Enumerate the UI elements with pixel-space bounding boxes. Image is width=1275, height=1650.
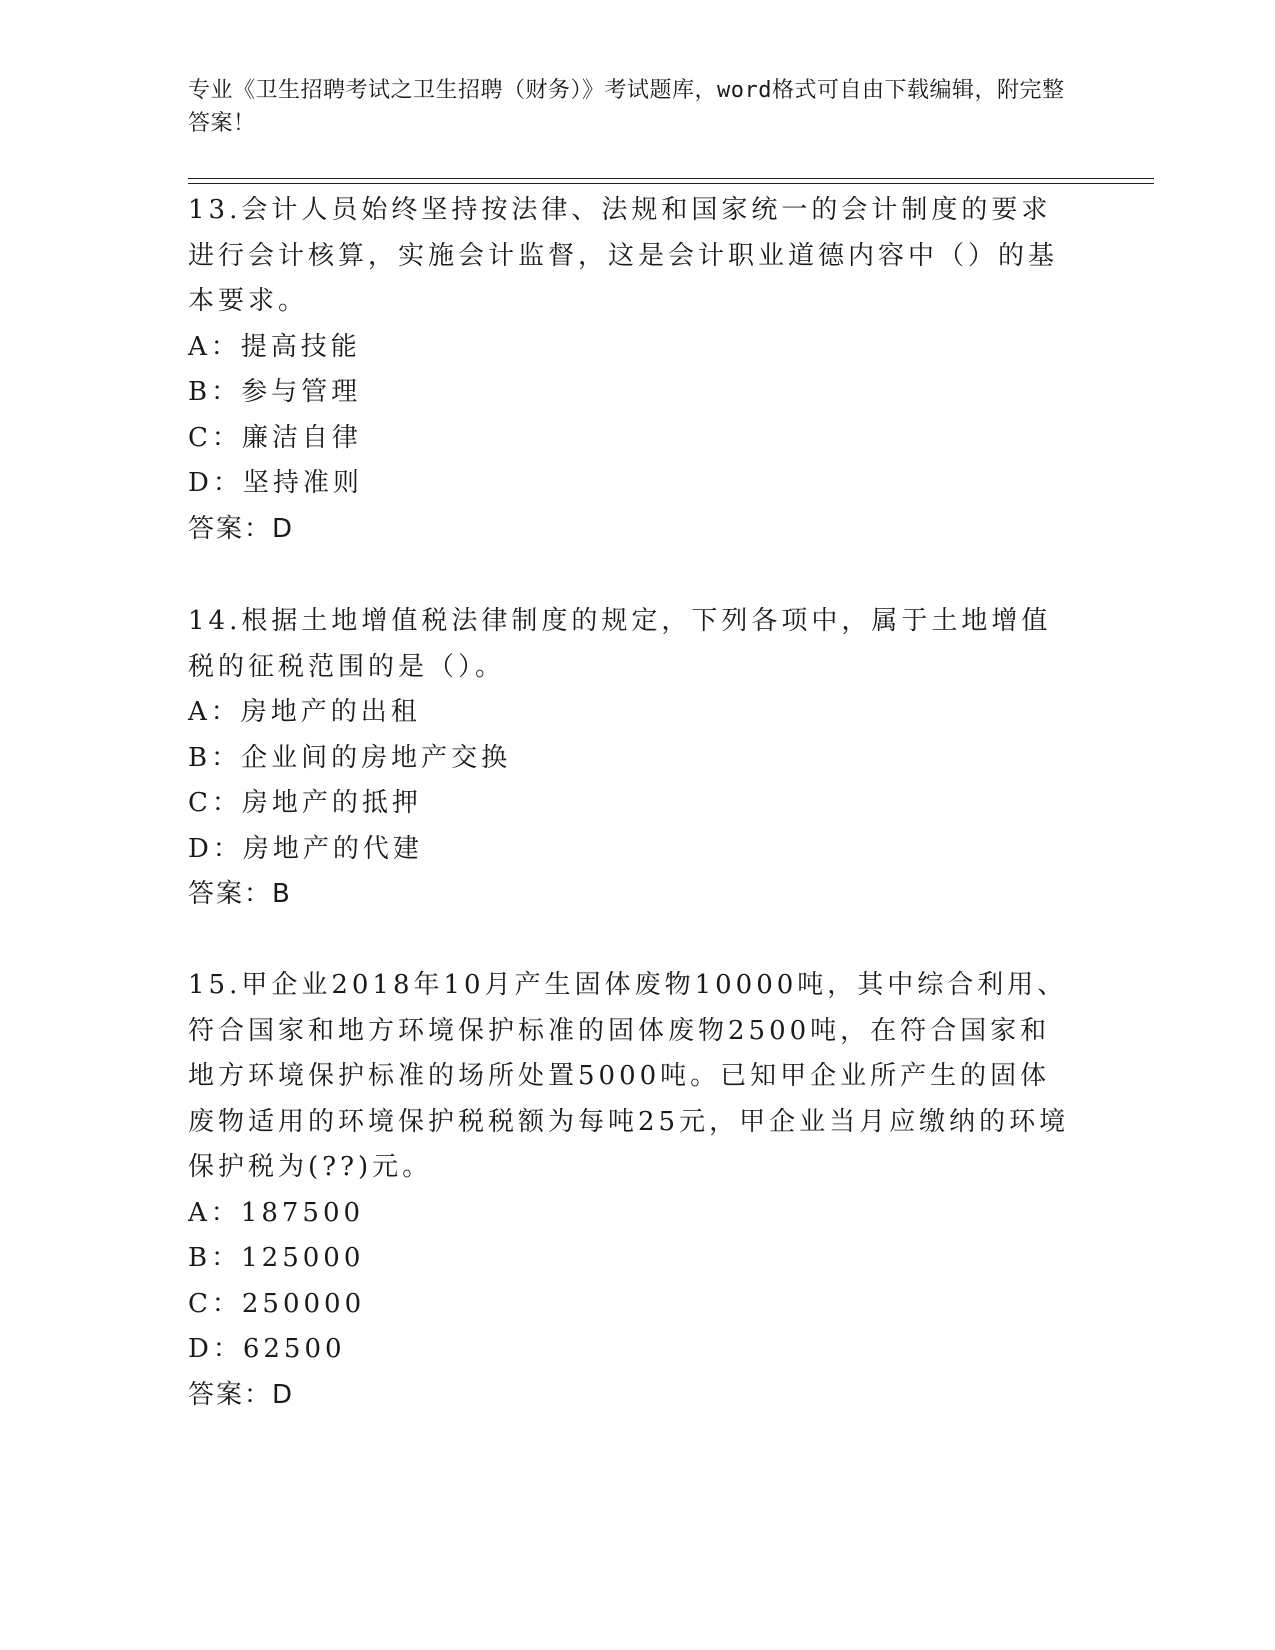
option-c: C：房地产的抵押 bbox=[188, 788, 422, 818]
option-b: B：企业间的房地产交换 bbox=[188, 742, 512, 773]
option-d: D：坚持准则 bbox=[188, 468, 363, 498]
option-d: D：房地产的代建 bbox=[188, 833, 423, 864]
answer: 答案：B bbox=[188, 879, 292, 909]
option-c: C：250000 bbox=[188, 1288, 366, 1319]
option-a: A：房地产的出租 bbox=[188, 697, 421, 727]
option-a: A：187500 bbox=[188, 1197, 365, 1228]
header-divider-top bbox=[188, 178, 1154, 179]
question-15 bbox=[188, 963, 1073, 1418]
question-stem: 15.甲企业2018年10月产生固体废物10000吨，其中综合利用、符合国家和地方环境保护标准的固体废物2500吨，在符合国家和地方环境保护标准的场所处置5000吨。已知甲企业所产生的固体废物适用的环境保护税税额为每吨25元，甲企业当月应缴纳的环境保护税为(??)元。 bbox=[188, 970, 1070, 1182]
question-stem: 14.根据土地增值税法律制度的规定，下列各项中，属于土地增值税的征税范围的是（）。 bbox=[188, 606, 1052, 682]
option-a: A：提高技能 bbox=[188, 331, 361, 362]
question-13 bbox=[188, 188, 1073, 552]
option-b: B：参与管理 bbox=[188, 377, 362, 407]
answer: 答案：D bbox=[188, 513, 295, 544]
option-c: C：廉洁自律 bbox=[188, 422, 362, 453]
option-b: B：125000 bbox=[188, 1243, 365, 1273]
header-divider-bottom bbox=[188, 183, 1154, 184]
question-stem: 13.会计人员始终坚持按法律、法规和国家统一的会计制度的要求进行会计核算，实施会计监督，这是会计职业道德内容中（）的基本要求。 bbox=[188, 195, 1059, 316]
document-header: 专业《卫生招聘考试之卫生招聘（财务）》考试题库，word格式可自由下载编辑，附完整答案！ bbox=[188, 78, 1065, 136]
option-d: D：62500 bbox=[188, 1334, 346, 1364]
question-14 bbox=[188, 599, 1073, 918]
answer: 答案：D bbox=[188, 1379, 295, 1410]
